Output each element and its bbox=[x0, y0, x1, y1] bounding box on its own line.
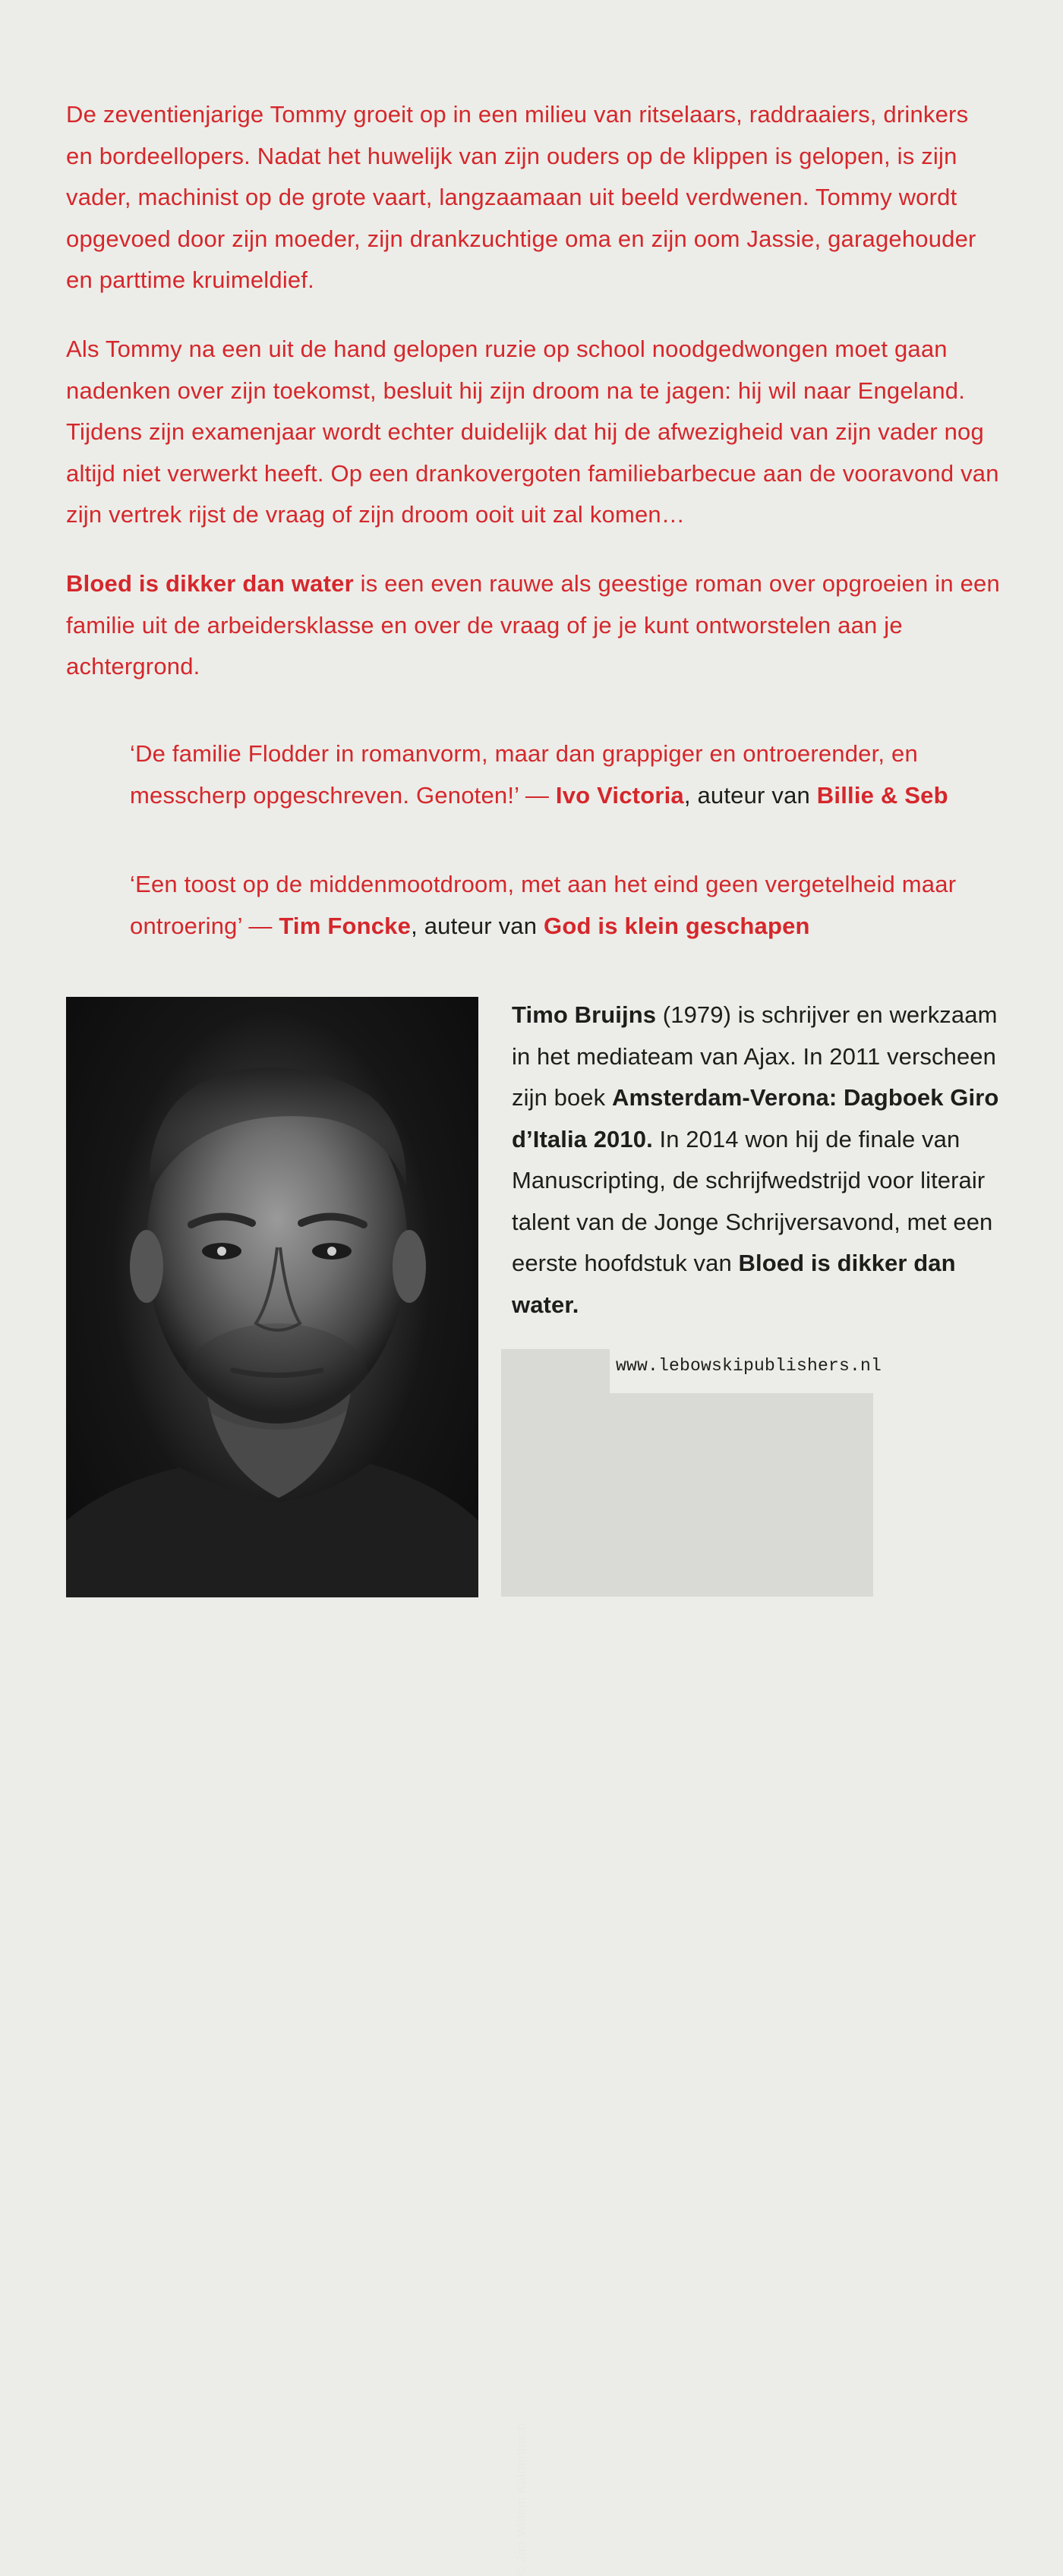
blurb-paragraph-3-text: is een even rauwe als geestige roman over opgroeien in een familie uit de arbeidersklasse en over de vraag of je je kunt ontworstelen aan je achtergrond. bbox=[66, 570, 1000, 679]
quote-mid: , auteur van bbox=[683, 781, 817, 809]
quote-book: Billie & Seb bbox=[816, 781, 948, 809]
bio-text-2: In 2014 won hij de finale van Manuscripting, de schrijfwedstrijd voor literair talent van de Jonge Schrijversavond, met een eerste hoofdstuk van bbox=[512, 1125, 993, 1276]
publisher-url[interactable]: www.lebowskipublishers.nl bbox=[616, 1356, 882, 1376]
quote-author: Ivo Victoria bbox=[555, 781, 684, 809]
blurb-paragraph-2: Als Tommy na een uit de hand gelopen ruzie op school noodgedwongen moet gaan nadenken over zijn toekomst, besluit hij zijn droom na te jagen: hij wil naar Engeland. Tijdens zijn examenjaar wordt echter duidelijk dat hij de afwezigheid van zijn vader nog altijd niet verwerkt heeft. Op een drankovergoten familiebarbecue aan de vooravond van zijn vertrek rijst de vraag of zijn droom ooit uit zal komen… bbox=[66, 336, 999, 528]
blurb-paragraph-3 bbox=[66, 563, 1000, 688]
quote-text: ‘De familie Flodder in romanvorm, maar dan grappiger en ontroerender, en messcherp opgeschreven. Genoten!’ — bbox=[130, 740, 918, 809]
bio-book-2: Bloed is dikker dan water. bbox=[512, 1250, 956, 1318]
quote-author: Tim Foncke bbox=[279, 912, 412, 939]
quote-text: ‘Een toost op de middenmootdroom, met aan het eind geen vergetelheid maar ontroering’ — bbox=[130, 871, 957, 939]
bio-book-1: Amsterdam-Verona: Dagboek Giro d’Italia 2010. bbox=[512, 1084, 999, 1152]
photo-credit: © Jan Willem Kaldenbach bbox=[514, 2423, 528, 2576]
author-portrait-icon bbox=[66, 997, 478, 1597]
bio-text-1: (1979) is schrijver en werkzaam in het mediateam van Ajax. In 2011 verscheen zijn boek bbox=[512, 1001, 998, 1111]
review-quote-1 bbox=[130, 733, 1003, 816]
author-bio bbox=[512, 995, 1013, 1326]
quote-mid: , auteur van bbox=[411, 912, 544, 939]
blurb-paragraph-1: De zeventienjarige Tommy groeit op in een milieu van ritselaars, raddraaiers, drinkers en bordeellopers. Nadat het huwelijk van zijn ouders op de klippen is gelopen, is zijn vader, machinist op de grote vaart, langzaamaan uit beeld verdwenen. Tommy wordt opgevoed door zijn moeder, zijn drankzuchtige oma en zijn oom Jassie, garagehouder en parttime kruimeldief. bbox=[66, 101, 976, 293]
book-title: Bloed is dikker dan water bbox=[66, 570, 354, 597]
author-name: Timo Bruijns bbox=[512, 1001, 657, 1028]
quote-book: God is klein geschapen bbox=[544, 912, 810, 939]
review-quote-2 bbox=[130, 864, 1003, 947]
author-photo bbox=[66, 997, 528, 2576]
